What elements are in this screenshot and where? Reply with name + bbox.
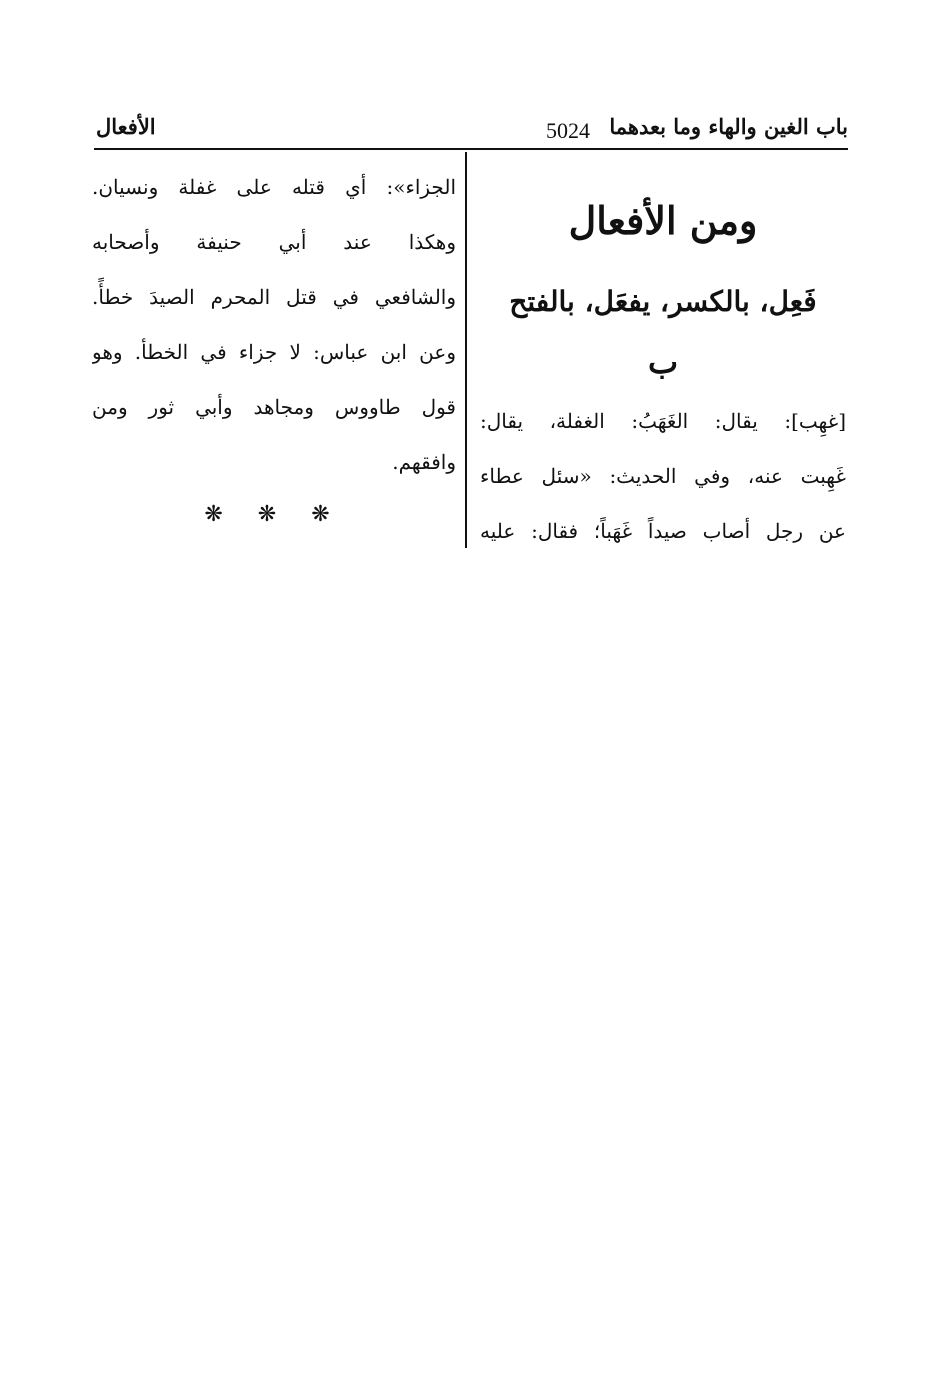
text-line: غَهِبت عنه، وفي الحديث: «سئل عطاء (480, 464, 846, 488)
verb-pattern-subtitle: فَعِل، بالكسر، يفعَل، بالفتح (509, 285, 817, 318)
page-header (94, 108, 848, 148)
right-column (480, 160, 846, 559)
right-column-body (480, 394, 846, 559)
page-number: 5024 (546, 118, 590, 143)
text-line: وافقهم. (392, 450, 456, 474)
letter-heading: ب (647, 343, 679, 381)
text-line: وهكذا عند أبي حنيفة وأصحابه (92, 230, 456, 254)
text-line: والشافعي في قتل المحرم الصيدَ خطأً. (92, 285, 456, 309)
text-line: الجزاء»: أي قتله على غفلة ونسيان. (92, 175, 456, 199)
text-line: قول طاووس ومجاهد وأبي ثور ومن (92, 395, 456, 419)
section-separator: ❋ ❋ ❋ (204, 502, 344, 527)
chapter-title: باب الغين والهاء وما بعدهما (609, 114, 848, 139)
left-column (92, 160, 456, 540)
section-name: الأفعال (96, 114, 156, 139)
section-title: ومن الأفعال (568, 198, 758, 243)
text-line: عن رجل أصاب صيداً غَهَباً؛ فقال: عليه (480, 519, 846, 543)
text-line: وعن ابن عباس: لا جزاء في الخطأ. وهو (92, 340, 456, 364)
text-line: [غهِب]: يقال: الغَهَبُ: الغفلة، يقال: (480, 409, 846, 433)
column-divider (465, 152, 467, 548)
header-rule (94, 148, 848, 150)
